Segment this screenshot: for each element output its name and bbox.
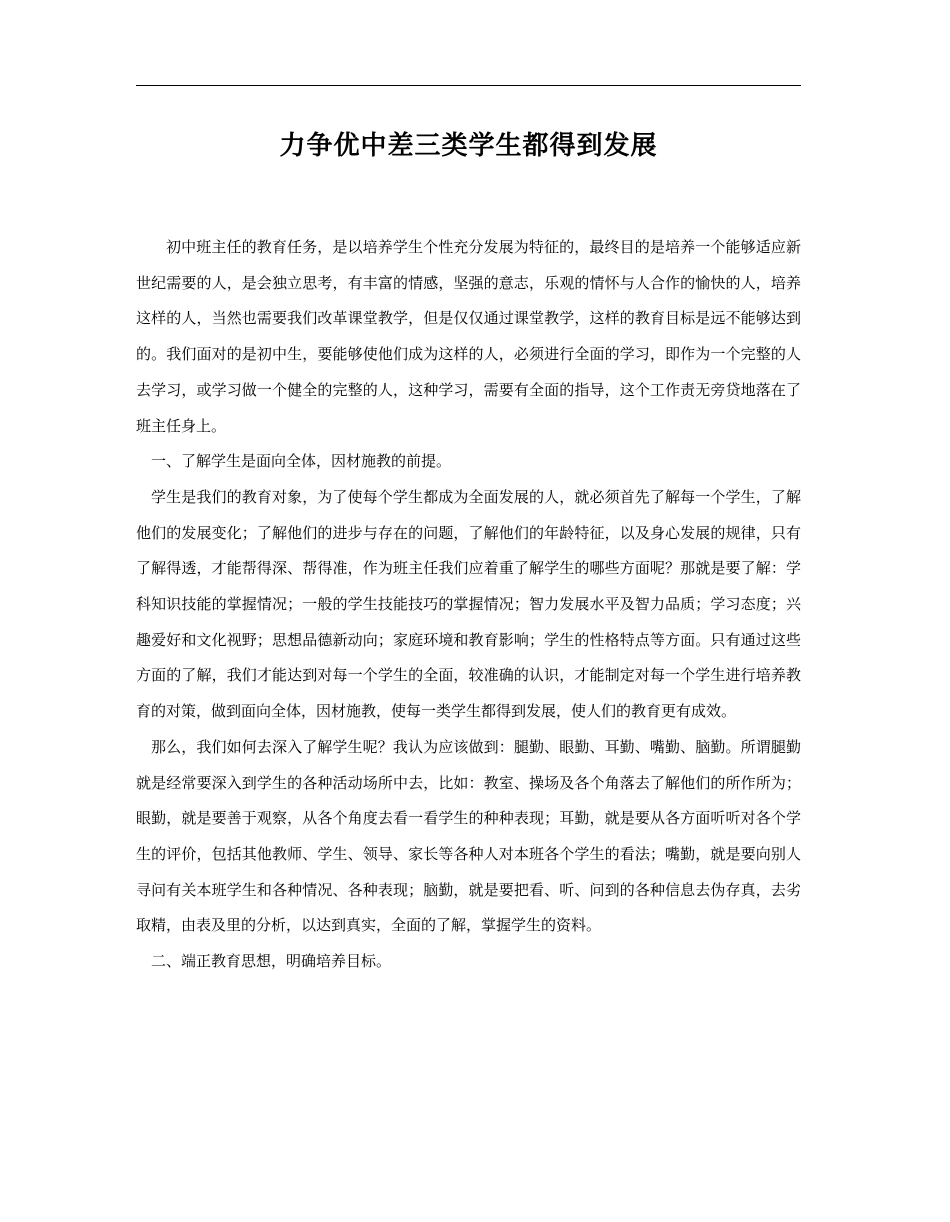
- header-rule: [136, 85, 801, 86]
- paragraph-how-to-understand: 那么，我们如何去深入了解学生呢？我认为应该做到：腿勤、眼勤、耳勤、嘴勤、脑勤。所谓腿勤就是经常要深入到学生的各种活动场所中去，比如：教室、操场及各个角落去了解他们的所作所为；眼勤，就是要善于观察，从各个角度去看一看学生的种种表现；耳勤，就是要从各方面听听对各个学生的评价，包括其他教师、学生、领导、家长等各种人对本班各个学生的看法；嘴勤，就是要向别人寻问有关本班学生和各种情况、各种表现；脑勤，就是要把看、听、问到的各种信息去伪存真，去劣取精，由表及里的分析，以达到真实，全面的了解，掌握学生的资料。: [136, 737, 801, 935]
- paragraph-understand-students: 学生是我们的教育对象，为了使每个学生都成为全面发展的人，就必须首先了解每一个学生，了解他们的发展变化；了解他们的进步与存在的问题，了解他们的年龄特征，以及身心发展的规律，只有了解得透，才能帮得深、帮得准，作为班主任我们应着重了解学生的哪些方面呢？那就是要了解：学科知识技能的掌握情况；一般的学生技能技巧的掌握情况；智力发展水平及智力品质；学习态度；兴趣爱好和文化视野；思想品德新动向；家庭环境和教育影响；学生的性格特点等方面。只有通过这些方面的了解，我们才能达到对每一个学生的全面，较准确的认识，才能制定对每一个学生进行培养教育的对策，做到面向全体，因材施教，使每一类学生都得到发展，使人们的教育更有成效。: [136, 487, 801, 721]
- section-heading-2: 二、端正教育思想，明确培养目标。: [151, 952, 392, 971]
- document-title: 力争优中差三类学生都得到发展: [279, 131, 658, 161]
- section-heading-1: 一、了解学生是面向全体，因材施教的前提。: [151, 452, 452, 471]
- paragraph-intro: 初中班主任的教育任务，是以培养学生个性充分发展为特征的，最终目的是培养一个能够适应新世纪需要的人，是会独立思考，有丰富的情感，坚强的意志，乐观的情怀与人合作的愉快的人，培养这样的人，当然也需要我们改革课堂教学，但是仅仅通过课堂教学，这样的教育目标是远不能够达到的。我们面对的是初中生，要能够使他们成为这样的人，必须进行全面的学习，即作为一个完整的人去学习，或学习做一个健全的完整的人，这种学习，需要有全面的指导，这个工作责无旁贷地落在了班主任身上。: [136, 238, 801, 435]
- document-body: [136, 230, 801, 980]
